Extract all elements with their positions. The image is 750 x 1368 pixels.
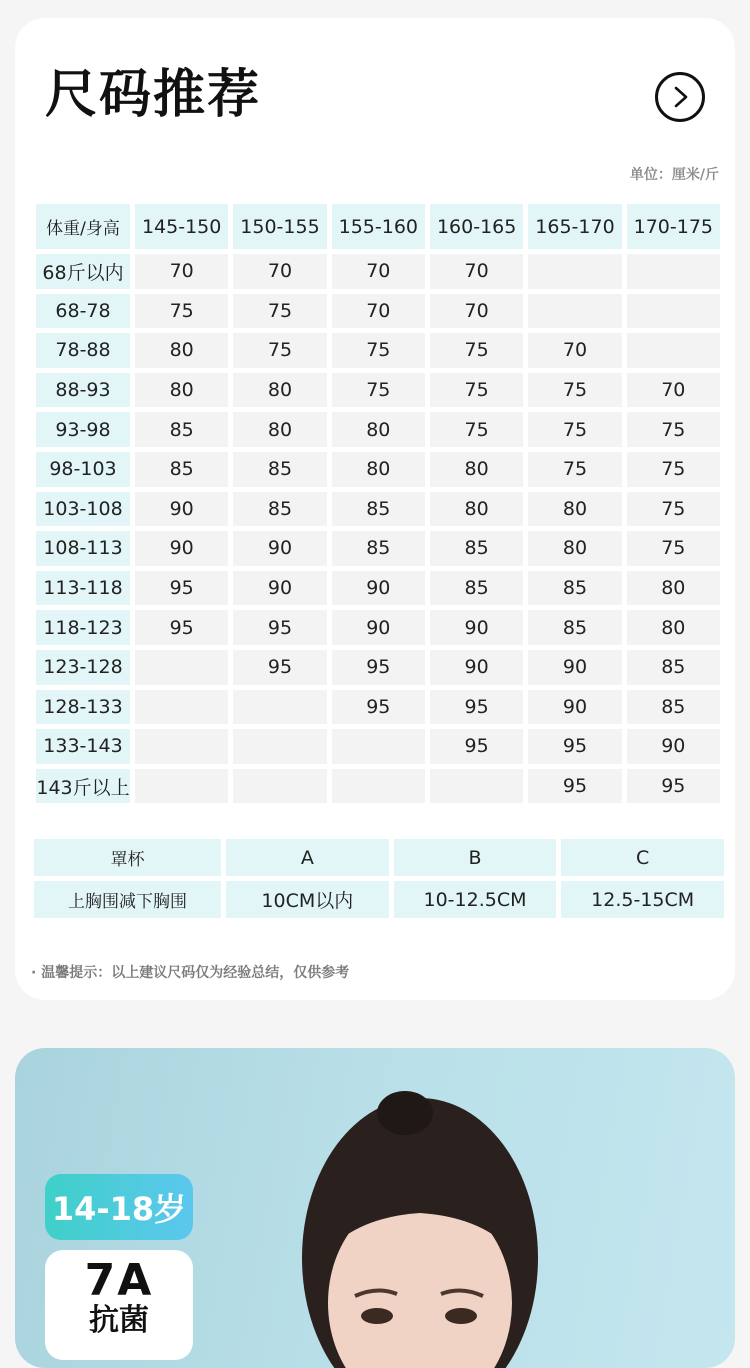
size-guide-card <box>15 18 735 1000</box>
chevron-right-circle-icon <box>668 85 692 109</box>
weight-label: 98-103 <box>36 452 130 487</box>
feature-label: 抗菌 <box>89 1303 149 1338</box>
size-table <box>31 199 725 808</box>
size-cell <box>528 294 621 329</box>
height-header: 160-165 <box>430 204 523 249</box>
size-cell: 75 <box>430 333 523 368</box>
cup-size: C <box>561 839 724 876</box>
disclaimer-tip: · 温馨提示：以上建议尺码仅为经验总结，仅供参考 <box>31 965 350 981</box>
size-row <box>36 610 720 645</box>
size-cell: 95 <box>332 690 425 725</box>
cup-size: A <box>226 839 389 876</box>
size-cell <box>627 333 720 368</box>
cup-label: 罩杯 <box>34 839 221 876</box>
size-row <box>36 531 720 566</box>
size-row <box>36 373 720 408</box>
age-range-badge: 14-18岁 <box>45 1174 193 1240</box>
size-cell: 75 <box>430 412 523 447</box>
size-cell: 70 <box>233 254 326 289</box>
size-cell: 90 <box>528 690 621 725</box>
size-cell: 80 <box>430 452 523 487</box>
height-header: 155-160 <box>332 204 425 249</box>
weight-label: 88-93 <box>36 373 130 408</box>
size-cell: 75 <box>627 531 720 566</box>
size-cell: 80 <box>627 610 720 645</box>
size-cell: 85 <box>430 531 523 566</box>
weight-label: 128-133 <box>36 690 130 725</box>
size-cell <box>430 769 523 804</box>
size-cell: 80 <box>332 412 425 447</box>
size-cell: 90 <box>332 610 425 645</box>
size-cell <box>332 769 425 804</box>
size-cell: 85 <box>627 650 720 685</box>
height-header: 150-155 <box>233 204 326 249</box>
size-cell: 75 <box>332 333 425 368</box>
antibacterial-badge <box>45 1250 193 1360</box>
size-cell: 90 <box>430 650 523 685</box>
size-cell <box>135 690 228 725</box>
size-cell: 70 <box>135 254 228 289</box>
size-cell: 75 <box>233 333 326 368</box>
size-cell <box>135 729 228 764</box>
cup-range: 12.5-15CM <box>561 881 724 918</box>
weight-label: 108-113 <box>36 531 130 566</box>
size-cell: 80 <box>135 333 228 368</box>
size-cell <box>627 254 720 289</box>
size-cell: 90 <box>528 650 621 685</box>
size-cell: 75 <box>528 412 621 447</box>
size-cell: 80 <box>528 492 621 527</box>
size-cell: 85 <box>233 452 326 487</box>
size-row <box>36 571 720 606</box>
size-cell: 75 <box>627 412 720 447</box>
cup-range: 10CM以内 <box>226 881 389 918</box>
size-cell: 90 <box>430 610 523 645</box>
size-cell: 75 <box>627 492 720 527</box>
size-cell: 85 <box>135 452 228 487</box>
size-cell: 85 <box>332 531 425 566</box>
size-cell: 95 <box>233 610 326 645</box>
cup-range-row <box>34 881 724 918</box>
size-row <box>36 412 720 447</box>
weight-label: 103-108 <box>36 492 130 527</box>
height-header: 170-175 <box>627 204 720 249</box>
size-cell: 80 <box>233 373 326 408</box>
model-portrait-image <box>245 1068 605 1368</box>
size-cell: 70 <box>430 254 523 289</box>
grade-label: 7A <box>84 1255 154 1306</box>
size-cell: 70 <box>528 333 621 368</box>
weight-label: 68斤以内 <box>36 254 130 289</box>
size-cell <box>135 650 228 685</box>
size-row <box>36 333 720 368</box>
size-cell: 85 <box>627 690 720 725</box>
size-cell: 95 <box>135 610 228 645</box>
size-cell: 80 <box>233 412 326 447</box>
size-cell: 90 <box>332 571 425 606</box>
size-row <box>36 294 720 329</box>
size-cell: 75 <box>528 373 621 408</box>
size-cell: 95 <box>528 729 621 764</box>
size-row <box>36 452 720 487</box>
size-cell: 85 <box>332 492 425 527</box>
size-cell: 95 <box>135 571 228 606</box>
size-cell: 85 <box>135 412 228 447</box>
size-cell: 90 <box>233 531 326 566</box>
weight-label: 143斤以上 <box>36 769 130 804</box>
size-cell: 95 <box>528 769 621 804</box>
size-row <box>36 254 720 289</box>
weight-label: 133-143 <box>36 729 130 764</box>
cup-range: 10-12.5CM <box>394 881 557 918</box>
size-cell: 95 <box>430 729 523 764</box>
size-cell: 75 <box>135 294 228 329</box>
height-header: 165-170 <box>528 204 621 249</box>
size-cell <box>332 729 425 764</box>
weight-label: 78-88 <box>36 333 130 368</box>
size-cell: 95 <box>627 769 720 804</box>
model-photo-banner <box>15 1048 735 1368</box>
size-cell: 95 <box>233 650 326 685</box>
size-cell: 70 <box>430 294 523 329</box>
size-cell: 90 <box>233 571 326 606</box>
height-header: 145-150 <box>135 204 228 249</box>
size-cell: 70 <box>627 373 720 408</box>
size-cell <box>233 729 326 764</box>
size-cell: 85 <box>430 571 523 606</box>
size-row <box>36 729 720 764</box>
size-row <box>36 690 720 725</box>
size-cell: 95 <box>332 650 425 685</box>
size-cell: 90 <box>135 531 228 566</box>
size-cell: 75 <box>430 373 523 408</box>
size-cell <box>233 769 326 804</box>
size-cell <box>528 254 621 289</box>
size-cell: 75 <box>528 452 621 487</box>
size-cell <box>627 294 720 329</box>
size-cell: 95 <box>430 690 523 725</box>
size-cell <box>233 690 326 725</box>
size-cell: 70 <box>332 294 425 329</box>
size-cell: 70 <box>332 254 425 289</box>
unit-label: 单位：厘米/斤 <box>629 167 719 183</box>
size-cell: 80 <box>430 492 523 527</box>
size-cell: 80 <box>135 373 228 408</box>
cup-header-row <box>34 839 724 876</box>
size-table-header <box>36 204 720 249</box>
size-cell: 80 <box>528 531 621 566</box>
cup-table <box>29 834 729 923</box>
next-button[interactable] <box>655 72 705 122</box>
size-row <box>36 769 720 804</box>
size-cell: 75 <box>332 373 425 408</box>
size-cell <box>135 769 228 804</box>
size-cell: 90 <box>627 729 720 764</box>
size-row <box>36 650 720 685</box>
size-cell: 80 <box>627 571 720 606</box>
size-row <box>36 492 720 527</box>
cup-size: B <box>394 839 557 876</box>
bust-difference-label: 上胸围减下胸围 <box>34 881 221 918</box>
size-cell: 85 <box>528 571 621 606</box>
size-cell: 75 <box>627 452 720 487</box>
size-cell: 75 <box>233 294 326 329</box>
size-cell: 90 <box>135 492 228 527</box>
page-title: 尺码推荐 <box>45 65 262 125</box>
size-cell: 85 <box>528 610 621 645</box>
weight-label: 113-118 <box>36 571 130 606</box>
weight-label: 118-123 <box>36 610 130 645</box>
weight-label: 123-128 <box>36 650 130 685</box>
size-cell: 85 <box>233 492 326 527</box>
weight-label: 68-78 <box>36 294 130 329</box>
weight-label: 93-98 <box>36 412 130 447</box>
corner-header: 体重/身高 <box>36 204 130 249</box>
size-cell: 80 <box>332 452 425 487</box>
